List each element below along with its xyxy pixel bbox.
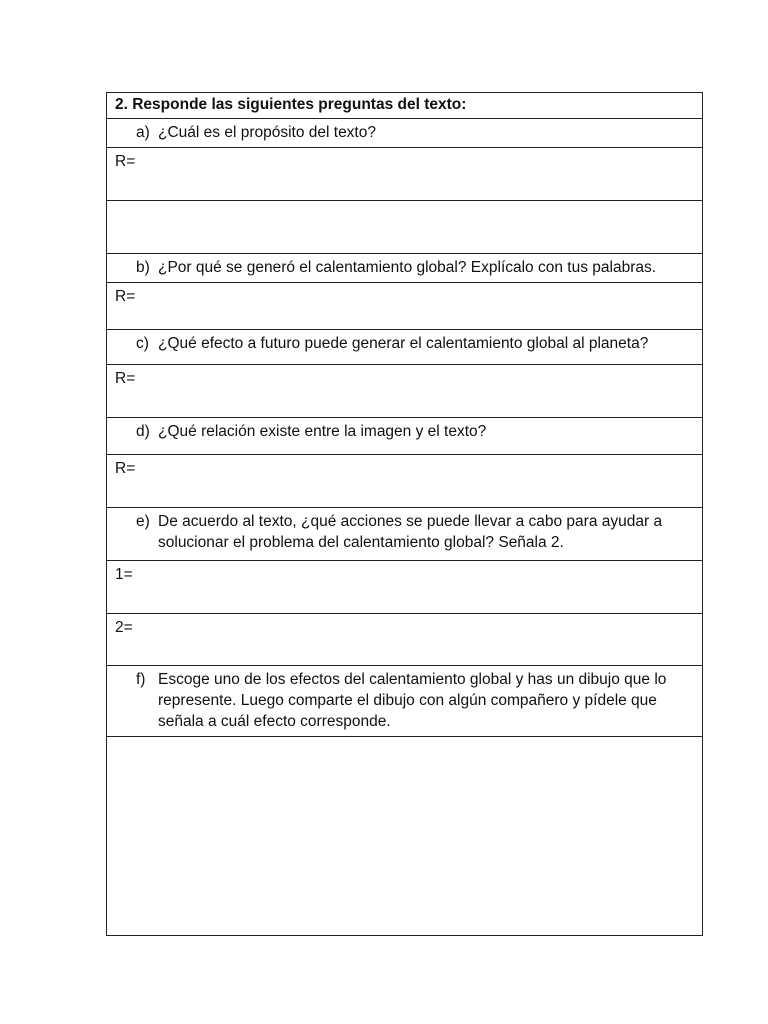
answer-field-a-extra[interactable] bbox=[107, 201, 703, 254]
question-text: ¿Qué efecto a futuro puede generar el calentamiento global al planeta? bbox=[158, 335, 649, 352]
question-row-f bbox=[107, 666, 703, 737]
answer-label: R= bbox=[115, 153, 136, 170]
question-row-b bbox=[107, 254, 703, 283]
section-header bbox=[107, 93, 703, 119]
question-text: ¿Por qué se generó el calentamiento global? Explícalo con tus palabras. bbox=[158, 259, 657, 276]
question-text: ¿Cuál es el propósito del texto? bbox=[158, 124, 376, 141]
question-letter: f) bbox=[136, 671, 146, 688]
question-text: Escoge uno de los efectos del calentamiento global y has un dibujo que lo represente. Luego comparte el dibujo con algún compañero y pídele que señala a cuál efecto corresponde. bbox=[158, 671, 667, 730]
drawing-area[interactable] bbox=[107, 737, 703, 936]
answer-label: 1= bbox=[115, 566, 133, 583]
question-row-c bbox=[107, 330, 703, 365]
question-text: De acuerdo al texto, ¿qué acciones se puede llevar a cabo para ayudar a solucionar el problema del calentamiento global? Señala 2. bbox=[158, 513, 663, 551]
answer-field-c[interactable] bbox=[107, 365, 703, 418]
answer-label: R= bbox=[115, 460, 136, 477]
section-header-text: 2. Responde las siguientes preguntas del texto: bbox=[115, 96, 467, 113]
answer-field-b[interactable] bbox=[107, 283, 703, 330]
question-row-d bbox=[107, 418, 703, 455]
question-letter: e) bbox=[136, 513, 150, 530]
answer-field-e-1[interactable] bbox=[107, 561, 703, 614]
answer-label: 2= bbox=[115, 619, 133, 636]
answer-label bbox=[107, 201, 702, 204]
answer-label: R= bbox=[115, 370, 136, 387]
question-letter: c) bbox=[136, 335, 149, 352]
answer-label: R= bbox=[115, 288, 136, 305]
answer-field-d[interactable] bbox=[107, 455, 703, 508]
question-row-a bbox=[107, 119, 703, 148]
answer-field-e-2[interactable] bbox=[107, 614, 703, 666]
question-text: ¿Qué relación existe entre la imagen y el texto? bbox=[158, 423, 487, 440]
questions-table bbox=[106, 92, 703, 936]
answer-field-a[interactable] bbox=[107, 148, 703, 201]
question-letter: b) bbox=[136, 259, 150, 276]
question-letter: a) bbox=[136, 124, 150, 141]
question-row-e bbox=[107, 508, 703, 561]
question-letter: d) bbox=[136, 423, 150, 440]
answer-label bbox=[107, 737, 702, 740]
